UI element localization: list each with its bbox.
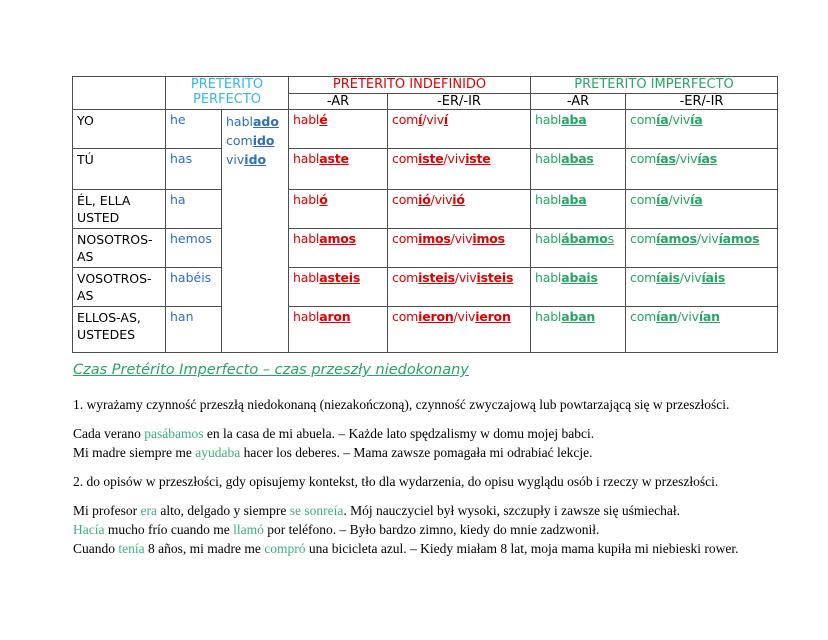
verb-cell-imperf-erir: comía/vivía — [626, 190, 778, 229]
verb-cell-indef-erir: comimos/vivimos — [388, 229, 531, 268]
verb-cell-imperf-erir: comíais/vivíais — [626, 268, 778, 307]
aux-verb-cell: han — [166, 307, 222, 353]
pronoun-cell: YO — [73, 110, 166, 149]
table-body — [73, 110, 778, 353]
table-row — [73, 307, 778, 353]
header-preterito-indefinido: PRETÉRITO INDEFINIDO — [289, 77, 531, 94]
aux-verb-cell: ha — [166, 190, 222, 229]
text-line: 1. wyrażamy czynność przeszłą niedokonaną (niezakończoną), czynność zwyczajową lub powtarzającą się w przeszłości. — [73, 397, 730, 412]
table-row — [73, 110, 778, 149]
text-line: Mi madre siempre me ayudaba hacer los deberes. – Mama zawsze pomagała mi odrabiać lekcje. — [73, 445, 593, 460]
aux-verb-cell: hemos — [166, 229, 222, 268]
paragraph — [73, 501, 813, 558]
text-line: 2. do opisów w przeszłości, gdy opisujemy kontekst, tło dla wydarzenia, do opisu wyglądu osób i rzeczy w przeszłości. — [73, 474, 719, 489]
table-row — [73, 268, 778, 307]
header-preterito-perfecto: PRETÉRITO PERFECTO — [166, 77, 289, 110]
subheader-erir-imperfecto: -ER/-IR — [626, 94, 778, 110]
participle-line: vivido — [226, 152, 267, 167]
subheader-ar-imperfecto: -AR — [531, 94, 626, 110]
header-preterito-imperfecto: PRETÉRITO IMPERFECTO — [531, 77, 778, 94]
verb-cell-imperf-erir: comían/vivían — [626, 307, 778, 353]
verb-cell-imperf-erir: comías/vivías — [626, 149, 778, 190]
verb-cell-indef-erir: comí/viví — [388, 110, 531, 149]
verb-cell-indef-erir: comió/vivió — [388, 190, 531, 229]
participles-cell — [222, 110, 289, 353]
verb-cell-indef-erir: comiste/viviste — [388, 149, 531, 190]
aux-verb-cell: habéis — [166, 268, 222, 307]
text-line: Hacía mucho frío cuando me llamó por teléfono. – Było bardzo zimno, kiedy do mnie zadzwonił. — [73, 522, 600, 537]
verb-cell-imperf-ar: hablabais — [531, 268, 626, 307]
verb-cell-indef-ar: habló — [289, 190, 388, 229]
table-row — [73, 229, 778, 268]
verb-cell-imperf-ar: hablábamos — [531, 229, 626, 268]
verb-cell-indef-ar: hablasteis — [289, 268, 388, 307]
paragraph — [73, 395, 813, 414]
verb-cell-imperf-ar: hablaba — [531, 190, 626, 229]
participle-line: hablado — [226, 114, 279, 129]
verb-cell-indef-ar: hablamos — [289, 229, 388, 268]
verb-cell-indef-ar: hablaste — [289, 149, 388, 190]
subheader-erir-indefinido: -ER/-IR — [388, 94, 531, 110]
verb-cell-imperf-erir: comíamos/vivíamos — [626, 229, 778, 268]
table-row — [73, 190, 778, 229]
aux-verb-cell: he — [166, 110, 222, 149]
section-heading: Czas Pretérito Imperfecto – czas przeszły niedokonany — [73, 362, 469, 378]
header-empty-cell — [73, 77, 166, 110]
verb-cell-imperf-ar: hablaba — [531, 110, 626, 149]
text-line: Mi profesor era alto, delgado y siempre se sonreía. Mój nauczyciel był wysoki, szczupły i zawsze się uśmiechał. — [73, 503, 680, 518]
pronoun-cell: VOSOTROS- AS — [73, 268, 166, 307]
paragraph — [73, 472, 813, 491]
subheader-ar-indefinido: -AR — [289, 94, 388, 110]
verb-cell-imperf-ar: hablaban — [531, 307, 626, 353]
verb-cell-indef-erir: comieron/vivieron — [388, 307, 531, 353]
table-row — [73, 149, 778, 190]
paragraph-blocks — [73, 395, 813, 558]
pronoun-cell: ÉL, ELLA USTED — [73, 190, 166, 229]
verb-cell-indef-ar: hablaron — [289, 307, 388, 353]
verb-cell-imperf-ar: hablabas — [531, 149, 626, 190]
pronoun-cell: TÚ — [73, 149, 166, 190]
participle-line: comido — [226, 133, 275, 148]
aux-verb-cell: has — [166, 149, 222, 190]
table-header — [73, 77, 778, 110]
verb-cell-imperf-erir: comía/vivía — [626, 110, 778, 149]
text-line: Cada verano pasábamos en la casa de mi abuela. – Każde lato spędzalismy w domu mojej babci. — [73, 426, 595, 441]
pronoun-cell: NOSOTROS- AS — [73, 229, 166, 268]
text-section — [73, 360, 813, 558]
verb-cell-indef-erir: comisteis/vivisteis — [388, 268, 531, 307]
conjugation-table — [72, 76, 778, 353]
paragraph — [73, 424, 813, 462]
text-line: Cuando tenía 8 años, mi madre me compró una bicicleta azul. – Kiedy miałam 8 lat, moja mama kupiła mi niebieski rower. — [73, 541, 739, 556]
pronoun-cell: ELLOS-AS, USTEDES — [73, 307, 166, 353]
verb-cell-indef-ar: hablé — [289, 110, 388, 149]
